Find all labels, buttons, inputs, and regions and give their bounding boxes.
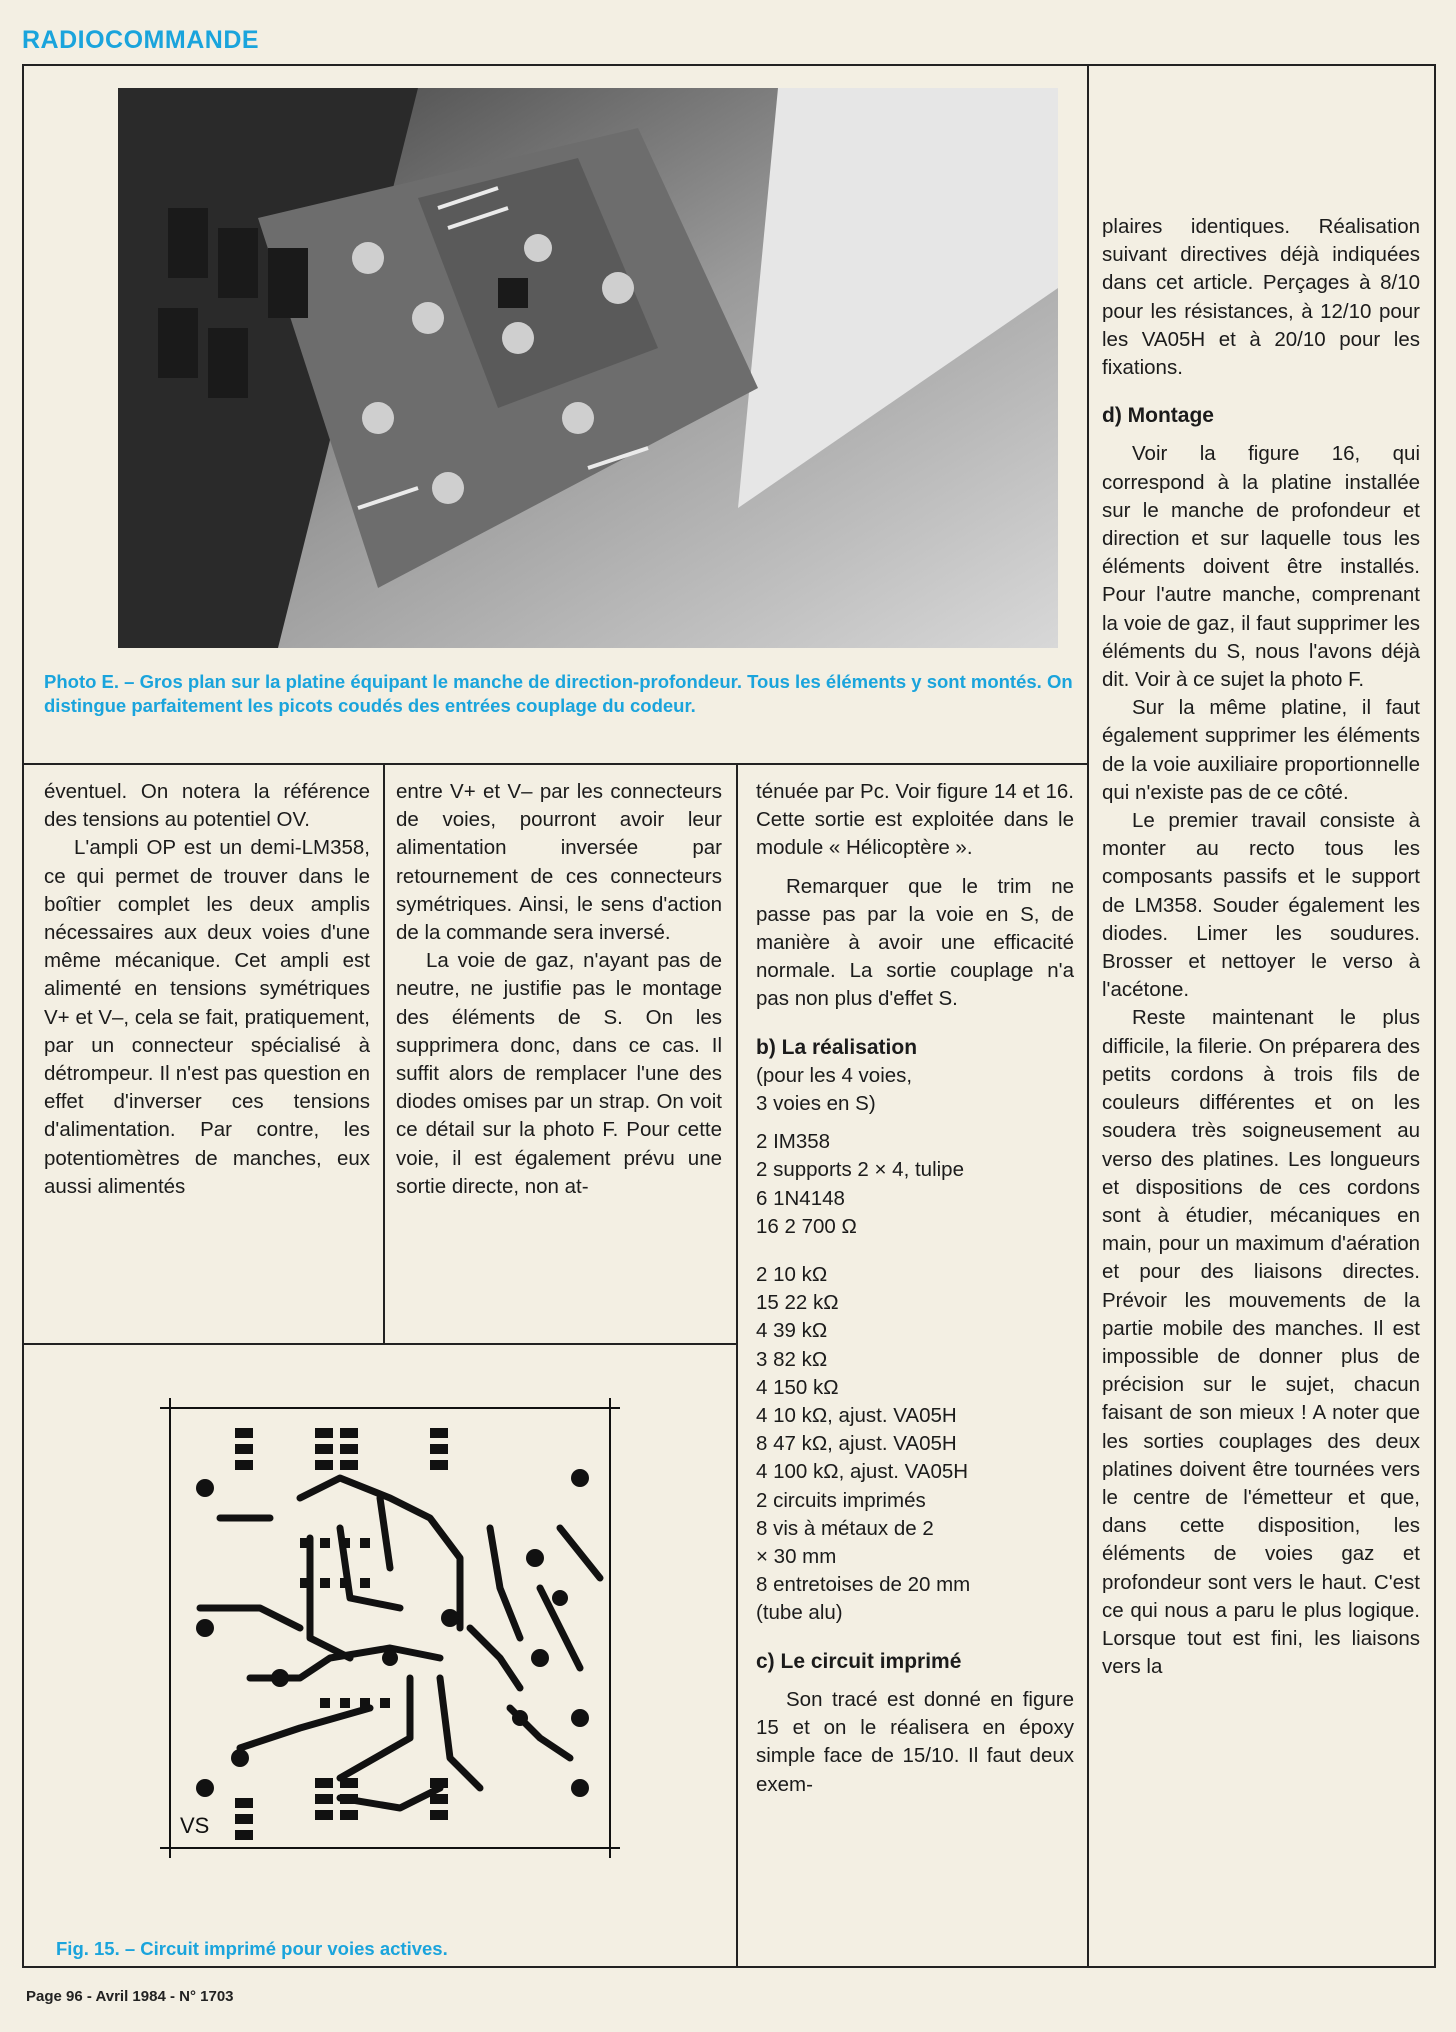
- parts-item: × 30 mm: [756, 1545, 837, 1569]
- col1-paragraph-2: L'ampli OP est un demi-LM358, ce qui permet de trouver dans le boîtier complet les deux amplis nécessaires aux deux voies d'une même mécanique. Cet ampli est alimenté en tensions symétriques V+ et V–, cela se fait, pratiquement, par un connecteur spécialisé à détrompeur. Il n'est pas question en effet d'inverser ces tensions d'alimentation. Par contre, les potentiomètres de manches, eux aussi alimentés: [44, 836, 370, 1198]
- parts-item: 4 150 kΩ: [756, 1375, 839, 1399]
- parts-list-a: [756, 1128, 1074, 1241]
- parts-item: 16 2 700 Ω: [756, 1214, 857, 1238]
- column-1: [44, 778, 370, 1201]
- heading-c: c) Le circuit imprimé: [756, 1649, 962, 1673]
- col2-paragraph-1: entre V+ et V– par les connecteurs de voies, pourront avoir leur alimentation inversée par retournement de ces connecteurs symétriques. Ainsi, le sens d'action de la commande sera inversé.: [396, 780, 722, 945]
- photo-e: [118, 88, 1058, 648]
- parts-item: 15 22 kΩ: [756, 1291, 839, 1315]
- column-2: [396, 778, 722, 1201]
- section-header: RADIOCOMMANDE: [22, 26, 260, 54]
- col4-paragraph-4: Le premier travail consiste à monter au recto tous les composants passifs et le support de LM358. Souder également les diodes. Limer les soudures. Brosser et nettoyer le verso à l'acétone.: [1102, 809, 1420, 1002]
- parts-item: 3 82 kΩ: [756, 1347, 828, 1371]
- col4-paragraph-2: Voir la figure 16, qui correspond à la platine installée sur le manche de profondeur et direction et sur laquelle tous les éléments doivent être installés. Pour l'autre manche, comprenant la voie de gaz, il faut supprimer les éléments du S, nous l'avons déjà dit. Voir à ce sujet la photo F.: [1102, 442, 1420, 692]
- column-3: [756, 778, 1074, 1799]
- figure-caption: Fig. 15. – Circuit imprimé pour voies actives.: [56, 1938, 448, 1959]
- parts-item: 4 100 kΩ, ajust. VA05H: [756, 1460, 969, 1484]
- col4-paragraph-3: Sur la même platine, il faut également supprimer les éléments de la voie auxiliaire proportionnelle qui n'existe pas de ce côté.: [1102, 696, 1420, 804]
- col1-paragraph-1: éventuel. On notera la référence des tensions au potentiel OV.: [44, 780, 370, 832]
- page-footer: Page 96 - Avril 1984 - N° 1703: [26, 1988, 234, 2005]
- parts-item: 2 IM358: [756, 1130, 831, 1154]
- pcb-layout-figure: [140, 1378, 640, 1878]
- parts-item: 8 47 kΩ, ajust. VA05H: [756, 1432, 957, 1456]
- parts-item: (tube alu): [756, 1601, 843, 1625]
- divider-caption: [22, 763, 1088, 765]
- parts-item: 2 10 kΩ: [756, 1263, 828, 1287]
- divider-figure: [22, 1343, 738, 1345]
- col3-paragraph-3: Son tracé est donné en figure 15 et on le réalisera en époxy simple face de 15/10. Il faut deux exem-: [756, 1687, 1074, 1796]
- parts-item: 2 supports 2 × 4, tulipe: [756, 1158, 964, 1182]
- col3-b-sub-2: 3 voies en S): [756, 1092, 876, 1116]
- column-4: [1102, 213, 1420, 1681]
- divider-col1: [383, 763, 385, 1343]
- col4-paragraph-1: plaires identiques. Réalisation suivant directives déjà indiquées dans cet article. Perçages à 8/10 pour les résistances, à 12/10 pour les VA05H et à 20/10 pour les fixations.: [1102, 215, 1420, 380]
- col2-paragraph-2: La voie de gaz, n'ayant pas de neutre, ne justifie pas le montage des éléments de S. On les supprimera donc, dans ce cas. Il suffit alors de remplacer l'une des diodes omises par un strap. On voit ce détail sur la photo F. Pour cette voie, il est également prévu une sortie directe, non at-: [396, 949, 722, 1198]
- divider-col4: [1087, 64, 1089, 1968]
- parts-list-b: [756, 1261, 1074, 1628]
- parts-item: 4 10 kΩ, ajust. VA05H: [756, 1404, 957, 1428]
- heading-d: d) Montage: [1102, 404, 1214, 428]
- parts-item: 4 39 kΩ: [756, 1319, 828, 1343]
- photo-caption: Photo E. – Gros plan sur la platine équipant le manche de direction-profondeur. Tous les éléments y sont montés. On distingue parfaitement les picots coudés des entrées couplage du codeur.: [44, 671, 1073, 716]
- col4-paragraph-5: Reste maintenant le plus difficile, la filerie. On préparera des petits cordons à trois fils de couleurs différentes et on les soudera très soigneusement au verso des platines. Les longueurs et dispositions de ces cordons sont à étudier, mécaniques en main, pour un maximum d'aération et pour des liaisons directes. Prévoir les mouvements de la partie mobile des manches. Il est impossible de donner plus de précision sur le sujet, chacun faisant de son mieux ! A noter que les sorties couplages des deux platines doivent être tournées vers le centre de l'émetteur et que, dans cette disposition, les éléments de voies gaz et profondeur sont vers le haut. C'est ce qui nous a paru le plus logique. Lorsque tout est fini, les liaisons vers la: [1102, 1006, 1420, 1679]
- photo-e-image: [118, 88, 1058, 648]
- divider-col2: [736, 763, 738, 1968]
- heading-b: b) La réalisation: [756, 1035, 918, 1059]
- parts-item: 6 1N4148: [756, 1186, 845, 1210]
- col3-paragraph-2: Remarquer que le trim ne passe pas par la voie en S, de manière à avoir une efficacité normale. La sortie couplage n'a pas non plus d'effet S.: [756, 874, 1074, 1011]
- col3-b-sub-1: (pour les 4 voies,: [756, 1063, 913, 1087]
- parts-item: 8 entretoises de 20 mm: [756, 1573, 971, 1597]
- parts-item: 2 circuits imprimés: [756, 1488, 926, 1512]
- pcb-vs-label: VS: [180, 1813, 210, 1838]
- col3-paragraph-1: ténuée par Pc. Voir figure 14 et 16. Cette sortie est exploitée dans le module « Hélicoptère ».: [756, 780, 1074, 860]
- parts-item: 8 vis à métaux de 2: [756, 1516, 934, 1540]
